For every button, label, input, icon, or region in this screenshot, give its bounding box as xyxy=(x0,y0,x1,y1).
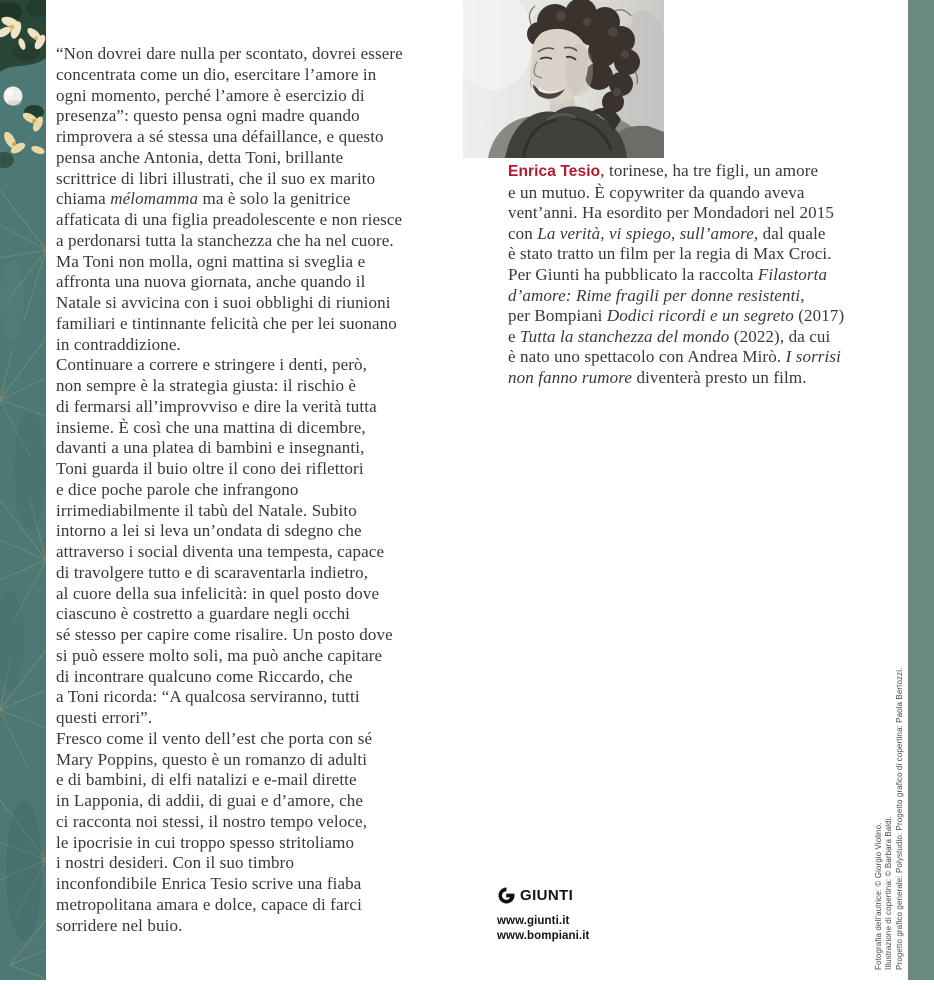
cover-artwork-graphic xyxy=(0,0,46,980)
publisher-website-giunti: www.giunti.it xyxy=(497,915,570,927)
credit-line-illustration: Illustrazione di copertina: © Barbara Baldi. xyxy=(884,816,894,970)
author-photo xyxy=(463,0,664,158)
publisher-website-bompiani: www.bompiani.it xyxy=(497,930,590,942)
giunti-g-icon xyxy=(497,886,516,905)
cover-artwork-strip xyxy=(0,0,46,980)
author-bio-text: Enrica Tesio, torinese, ha tre figli, un amore e un mutuo. È copywriter da quando aveva vent’anni. Ha esordito per Mondadori nel 2015 con La verità, vi spiego, sull’amore, dal quale è stato tratto un film per la regia di Max Croci. Per Giunti ha pubblicato la raccolta Filastorta d’amore: Rime fragili per donne resistenti, per Bompiani Dodici ricordi e un segreto (2017) e Tutta la stanchezza del mondo (2022), da cui è nato uno spettacolo con Andrea Mirò. I sorrisi non fanno rumore diventerà presto un film. xyxy=(508,161,845,387)
cover-spine-strip xyxy=(908,0,934,980)
book-blurb-text: “Non dovrei dare nulla per scontato, dovrei essere concentrata come un dio, esercitare l’amore in ogni momento, perché l’amore è esercizio di presenza”: questo pensa ogni madre quando rimprovera a sé stessa una défaillance, e questo pensa anche Antonia, detta Toni, brillante scrittrice di libri illustrati, che il suo ex marito chiama mélomamma ma è solo la genitrice affaticata di una figlia preadolescente e non riesce a perdonarsi tutta la stanchezza che ha nel cuore. Ma Toni non molla, ogni mattina si sveglia e affronta una nuova giornata, anche quando il Natale si avvicina con i suoi obblighi di riunioni familiari e tintinnante felicità che per lei suonano in contraddizione. Continuare a correre e stringere i denti, però, non sempre è la strategia giusta: il rischio è di fermarsi all’improvviso e dire la verità tutta insieme. È così che una mattina di dicembre, davanti a una platea di bambini e insegnanti, Toni guarda il buio oltre il cono dei riflettori e dice poche parole che infrangono irrimediabilmente il tabù del Natale. Subito intorno a lei si leva un’ondata di sdegno che attraverso i social diventa una tempesta, capace di travolgere tutto e di scaraventarla indietro, al cuore della sua infelicità: in quel posto dove ciascuno è costretto a guardare negli occhi sé stesso per capire come risalire. Un posto dove si può essere molto soli, ma può anche capitare di incontrare qualcuno come Riccardo, che a Toni ricorda: “A qualcosa serviranno, tutti questi errori”. Fresco come il vento dell’est che porta con sé Mary Poppins, questo è un romanzo di adulti e di bambini, di elfi natalizi e e-mail dirette in Lapponia, di addii, di guai e d’amore, che ci racconta noi stessi, il nostro tempo veloce, le ipocrisie in cui troppo spesso stritoliamo i nostri desideri. Con il suo timbro inconfondibile Enrica Tesio scrive una fiaba metropolitana amara e dolce, capace di farci sorridere nel buio. xyxy=(56,44,403,935)
giunti-logo-text: GIUNTI xyxy=(520,887,574,904)
credit-line-photo: Fotografia dell’autrice: © Giorgio Violino. xyxy=(874,822,883,970)
publisher-block xyxy=(497,886,589,944)
giunti-logo xyxy=(497,886,589,905)
credit-line-design: Progetto grafico generale: Polystudio. Progetto grafico di copertina: Paola Bertozzi. xyxy=(894,667,904,970)
publisher-websites xyxy=(497,914,589,944)
author-portrait-image xyxy=(463,0,664,158)
credits-vertical-text xyxy=(874,668,905,970)
